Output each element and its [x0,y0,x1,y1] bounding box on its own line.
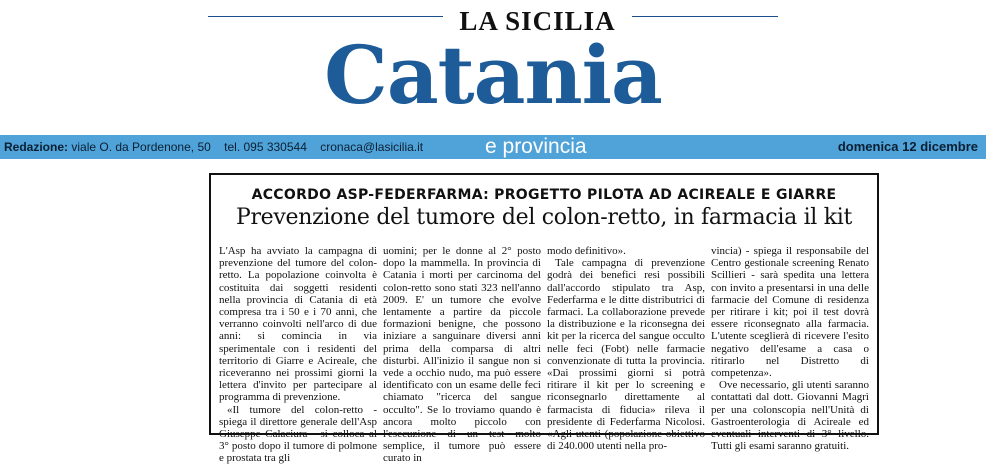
redazione-label: Redazione: [4,140,69,154]
article-body [219,245,869,465]
article-column-2 [383,245,541,465]
newspaper-brand: Catania [324,28,662,122]
newspaper-kicker: LA SICILIA [459,6,616,36]
masthead-rule-right [632,16,778,17]
paragraph: modo definitivo». [547,245,626,257]
paragraph: Ove necessario, gli utenti saranno contattati dal dott. Giovanni Magrì per una colonscopia nell'Unità di Gastroenterologia di Acireale ed eventuali interventi di 3° livello. Tutti gli esami saranno gratuiti. [711,379,869,453]
redazione-phone: tel. 095 330544 [224,140,307,154]
paragraph: L'Asp ha avviato la campagna di prevenzione del tumore del colon-retto. La popolazione coinvolta è costituita dai soggetti residenti nella provincia di Catania di età compresa tra i 50 e i 70 anni, che verranno coinvolti nell'arco di due anni: si comincia in via sperimentale con i residenti del territorio di Giarre e Acireale, che riceveranno nei prossimi giorni la lettera d'invito per partecipare al programma di prevenzione. [219,245,377,404]
masthead-rule-left [208,16,443,17]
article-column-3 [547,245,705,452]
redazione-address: viale O. da Pordenone, 50 [71,140,211,154]
paragraph: Tale campagna di prevenzione godrà dei benefici resi possibili dall'accordo stipulato tra Asp, Federfarma e le ditte distributrici di farmaci. La collaborazione prevede la distribuzione e la riconsegna dei kit per la ricerca del sangue occulto nelle feci (Fobt) nelle farmacie convenzionate di tutta la provincia. «Dai prossimi giorni si potrà ritirare il kit per lo screening e riconsegnarlo direttamente al farmacista di fiducia» rileva il presidente di Federfarma Nicolosi. «Agli utenti (popolazione obiettivo di 240.000 utenti nella pro- [547,257,705,453]
paragraph: vincia) - spiega il responsabile del Centro gestionale screening Renato Scillieri - sarà spedita una lettera con invito a presentarsi in una delle farmacie del Comune di residenza per ritirare i kit; poi il test dovrà essere riconsegnato alla farmacia. L'utente sceglierà di ricevere l'esito negativo dell'esame a casa o ritirarlo nel Distretto di competenza». [711,245,869,380]
article-box [209,173,879,465]
redazione-email: cronaca@lasicilia.it [320,140,424,154]
paragraph: uomini; per le donne al 2° posto dopo la mammella. In provincia di Catania i morti per carcinoma del colon-retto sono stati 323 nell'anno 2009. E' un tumore che evolve lentamente a partire da piccole formazioni benigne, che possono iniziare a sanguinare diversi anni prima della comparsa di altri disturbi. All'inizio il sangue non si vede a occhio nudo, ma può essere identificato con un esame delle feci chiamato "ricerca del sangue occulto". Se lo troviamo quando è ancora molto piccolo con l'esecuzione di un test molto semplice, il tumore può essere curato in [383,245,541,465]
article-headline: Prevenzione del tumore del colon-retto, in farmacia il kit [235,205,853,230]
article-column-1 [219,245,377,465]
contact-info [0,140,433,154]
article-column-4 [711,245,869,452]
paragraph: «Il tumore del colon-retto - spiega il direttore generale dell'Asp Giuseppe Calaciura - si colloca al 3° posto dopo il tumore di polmone e prostata tra gli [219,403,377,465]
section-label: e provincia [485,135,587,158]
info-bar [0,135,986,159]
article-subhead: ACCORDO ASP-FEDERFARMA: PROGETTO PILOTA AD ACIREALE E GIARRE [251,187,837,203]
issue-date: domenica 12 dicembre [837,139,978,154]
